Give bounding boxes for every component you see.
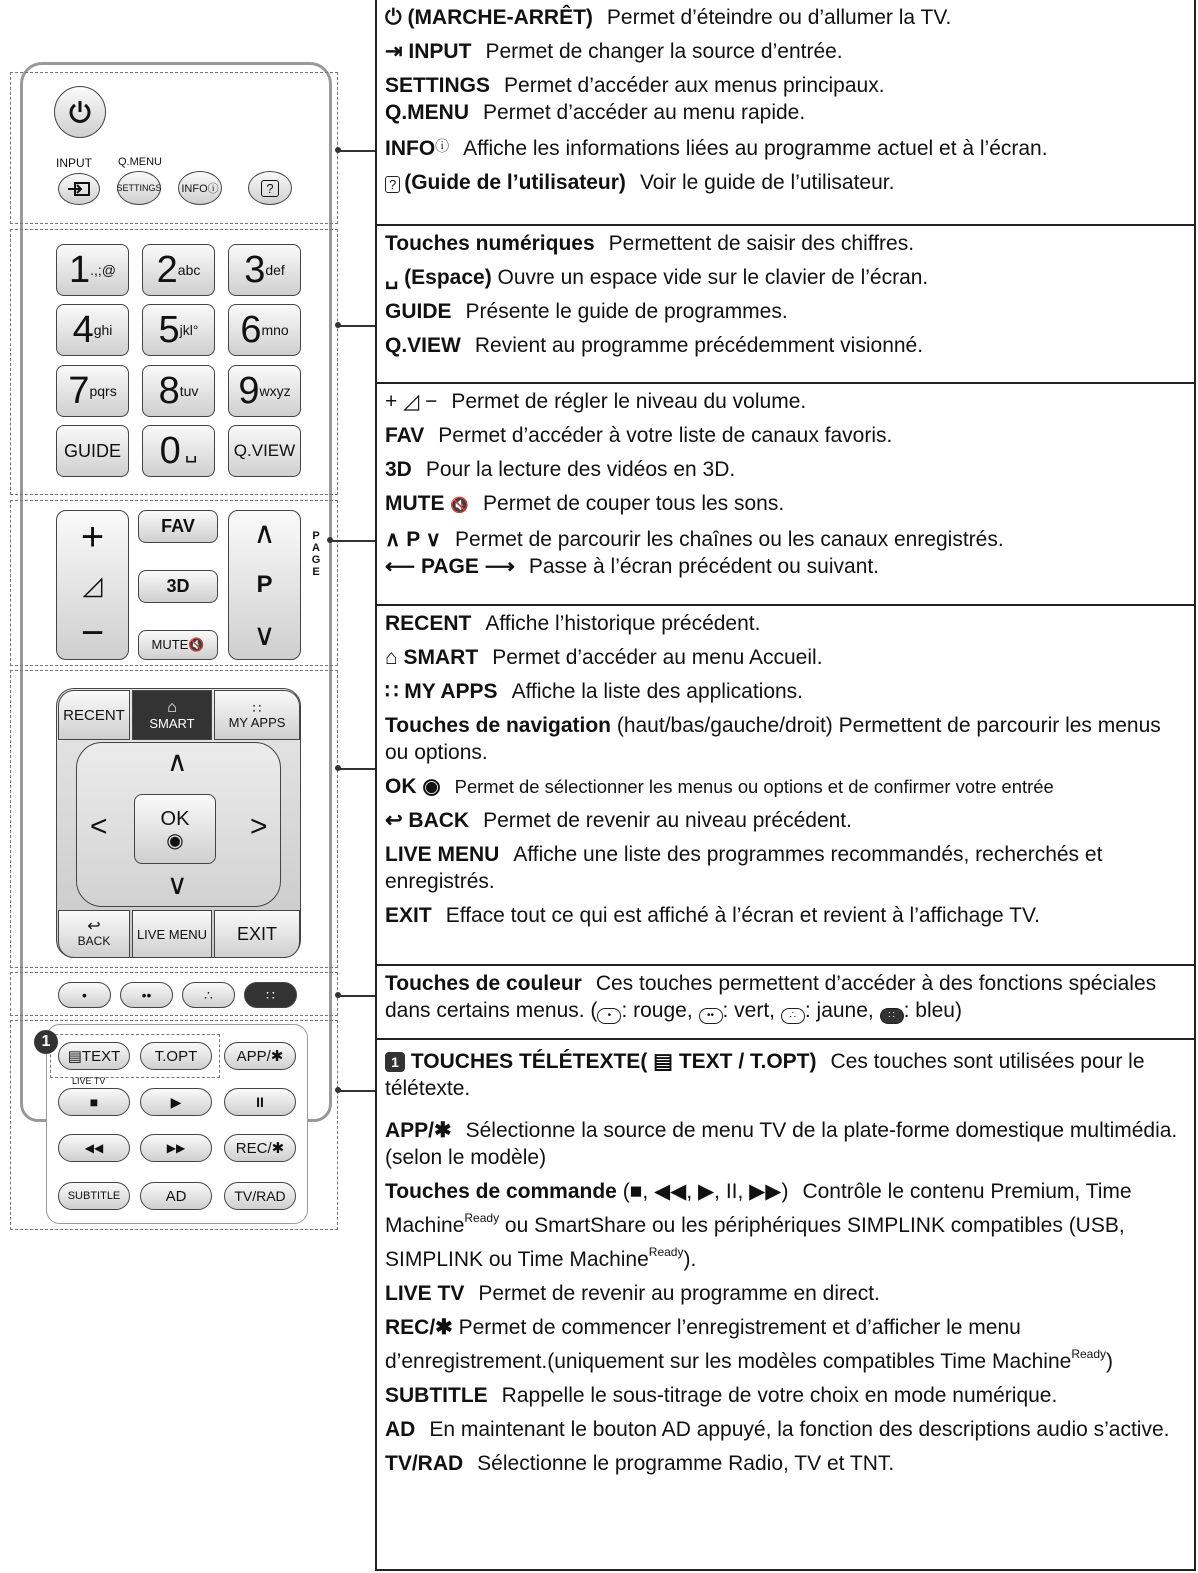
my-apps-button-label: MY APPS [228, 714, 286, 730]
info-icon: ⓘ [435, 138, 450, 154]
desc-power-text: Permet d’éteindre ou d’allumer la TV. [606, 6, 952, 29]
desc-page-key: ⟵ PAGE ⟶ [385, 555, 515, 578]
stop-button[interactable] [58, 1088, 130, 1116]
user-guide-button[interactable] [248, 171, 292, 205]
desc-green: : vert, [722, 999, 781, 1022]
my-apps-button[interactable] [214, 690, 300, 740]
leader-1 [338, 150, 376, 152]
desc-3d-key: 3D [385, 458, 412, 481]
qview-button-label: Q.VIEW [233, 441, 296, 460]
channel-up-icon: ∧ [253, 517, 276, 550]
desc-app-text: Sélectionne la source de menu TV de la plate-forme domestique multimédia. (selon le modèle) [385, 1119, 1178, 1169]
nav-right-arrow[interactable]: > [250, 810, 268, 843]
desc-rec-text-b: ) [1106, 1350, 1114, 1373]
desc-teletext-key: TOUCHES TÉLÉTEXTE( ▤ TEXT / T.OPT) [410, 1050, 817, 1073]
desc-guide [385, 294, 1194, 328]
desc-input [385, 34, 1194, 68]
desc-red: : rouge, [621, 999, 699, 1022]
desc-cmd-text-c: ). [683, 1248, 697, 1271]
desc-recent-text: Affiche l’historique précédent. [485, 612, 761, 635]
leader-3 [330, 540, 376, 542]
leader-dot-1 [335, 147, 341, 153]
number-key-5[interactable] [142, 304, 215, 356]
desc-nav-key: Touches de navigation [385, 714, 611, 737]
desc-space-text: Ouvre un espace vide sur le clavier de l’écran. [497, 266, 929, 289]
leader-4 [338, 768, 376, 770]
desc-ad-key: AD [385, 1418, 416, 1441]
leader-dot-6 [335, 1087, 341, 1093]
teletext-badge: 1 [34, 1030, 58, 1054]
pause-button[interactable] [224, 1088, 296, 1116]
desc-color-keys [385, 966, 1190, 1027]
desc-ad-text: En maintenant le bouton AD appuyé, la fonction des descriptions audio s’active. [429, 1418, 1170, 1441]
recent-button[interactable] [58, 690, 130, 740]
desc-info [385, 129, 1194, 165]
desc-subtitle-key: SUBTITLE [385, 1384, 488, 1407]
volume-rocker[interactable] [56, 510, 129, 660]
channel-down-icon: ∨ [253, 619, 276, 652]
number-key-letters: abc [177, 262, 201, 278]
power-icon [67, 99, 93, 125]
rec-button[interactable] [224, 1134, 296, 1162]
rec-button-label: REC/✱ [235, 1140, 285, 1157]
teletext-badge-icon: 1 [385, 1052, 405, 1072]
desc-power-key: ⏻ (MARCHE-ARRÊT) [385, 6, 593, 29]
desc-qmenu [385, 99, 1194, 129]
app-button-label: APP/✱ [236, 1048, 284, 1065]
desc-fav-key: FAV [385, 424, 425, 447]
number-key-letters: mno [261, 322, 289, 338]
desc-3d [385, 452, 1194, 486]
desc-qview [385, 328, 1194, 362]
desc-input-text: Permet de changer la source d’entrée. [485, 40, 843, 63]
desc-yellow: : jaune, [804, 999, 880, 1022]
live-menu-button[interactable] [132, 910, 212, 958]
desc-commands [385, 1174, 1185, 1276]
nav-up-arrow[interactable]: ∧ [167, 746, 188, 777]
ok-button[interactable] [134, 794, 216, 864]
power-button[interactable] [54, 86, 106, 138]
desc-back-text: Permet de revenir au niveau précédent. [483, 809, 852, 832]
desc-page [385, 553, 1194, 583]
desc-power [385, 0, 1194, 34]
leader-6 [338, 1090, 376, 1092]
subtitle-button-label: SUBTITLE [67, 1190, 121, 1202]
3d-button-label: 3D [166, 576, 190, 596]
desc-space [385, 260, 1194, 294]
desc-number-keys [385, 226, 1194, 260]
desc-nav-text: (haut/bas/gauche/droit) Permettent de parcourir les menus ou options. [385, 714, 1161, 764]
mute-icon: 🔇 [450, 497, 470, 514]
desc-rec-ready: Ready [1071, 1347, 1107, 1361]
desc-3d-text: Pour la lecture des vidéos en 3D. [425, 458, 736, 481]
desc-cmd-ready-1: Ready [464, 1211, 500, 1225]
input-button[interactable] [58, 173, 100, 205]
number-key-letters: wxyz [259, 383, 291, 399]
desc-rec-text-a: Permet de commencer l’enregistrement et d’afficher le menu d’enregistrement.(uniquement sur les modèles compatibles Time Machine [385, 1316, 1072, 1373]
volume-up-icon: + [80, 515, 105, 559]
topt-button[interactable] [140, 1042, 212, 1070]
3d-button[interactable] [138, 570, 218, 603]
number-key-3[interactable] [228, 244, 301, 296]
guide-button-label: GUIDE [63, 440, 121, 461]
volume-down-icon: − [80, 611, 105, 655]
desc-user-guide [385, 165, 1194, 201]
tv-rad-button-label: TV/RAD [234, 1188, 286, 1204]
nav-down-arrow[interactable]: ∨ [167, 869, 188, 900]
desc-volume-text: Permet de régler le niveau du volume. [451, 390, 807, 413]
desc-myapps [385, 674, 1194, 708]
desc-mute-key: MUTE [385, 492, 445, 515]
desc-subtitle [385, 1378, 1194, 1412]
play-icon: ▶ [170, 1093, 182, 1110]
number-key-6[interactable] [228, 304, 301, 356]
fav-button[interactable] [138, 510, 218, 543]
subtitle-button[interactable] [58, 1182, 130, 1210]
ok-button-label: OK [160, 807, 190, 830]
desc-settings-key: SETTINGS [385, 74, 491, 97]
desc-ok-key: OK ◉ [385, 775, 441, 798]
desc-info-key: INFO [385, 137, 436, 160]
desc-volume-key: + ◿ − [385, 390, 438, 413]
section-navigation [377, 606, 1194, 966]
settings-button-label: SETTINGS [116, 183, 162, 193]
number-key-letters: tuv [179, 383, 199, 399]
number-key-digit: 7 [68, 370, 90, 412]
desc-livemenu-key: LIVE MENU [385, 843, 500, 866]
info-button-label: INFOⓘ [181, 183, 219, 195]
desc-channel-text: Permet de parcourir les chaînes ou les canaux enregistrés. [455, 528, 1004, 551]
desc-recent [385, 606, 1194, 640]
leader-dot-4 [335, 765, 341, 771]
desc-myapps-key: ∷ MY APPS [385, 680, 498, 703]
desc-fav-text: Permet d’accéder à votre liste de canaux favoris. [438, 424, 893, 447]
rewind-icon: ◀◀ [84, 1141, 104, 1155]
desc-myapps-text: Affiche la liste des applications. [511, 680, 804, 703]
desc-smart-text: Permet d’accéder au menu Accueil. [492, 646, 823, 669]
leader-2 [338, 325, 376, 327]
leader-5 [338, 995, 376, 997]
input-caption: INPUT [56, 156, 92, 170]
space-icon: ␣ [184, 440, 198, 463]
desc-teletext [385, 1044, 1185, 1105]
number-key-1[interactable] [56, 244, 129, 296]
desc-guide-prog-key: GUIDE [385, 300, 452, 323]
number-key-letters: pqrs [89, 383, 117, 399]
ad-button[interactable] [140, 1182, 212, 1210]
desc-mute [385, 486, 1194, 522]
info-button[interactable] [178, 171, 222, 205]
desc-mute-text: Permet de couper tous les sons. [483, 492, 785, 515]
input-icon [67, 181, 91, 197]
number-key-4[interactable] [56, 304, 129, 356]
desc-cmd-text-a: Contrôle le contenu Premium, Time Machine [385, 1180, 1132, 1237]
desc-navigation [385, 708, 1175, 769]
recent-button-label: RECENT [63, 706, 125, 724]
desc-ad [385, 1412, 1175, 1446]
app-button[interactable] [224, 1042, 296, 1070]
leader-dot-3 [327, 537, 333, 543]
tv-rad-button[interactable] [224, 1182, 296, 1210]
live-tv-caption: LIVE TV [72, 1076, 106, 1086]
desc-app [385, 1105, 1185, 1174]
back-button[interactable] [58, 910, 130, 958]
number-key-0[interactable] [142, 425, 215, 477]
section-number-keys [377, 226, 1194, 384]
section-color-keys [377, 966, 1194, 1040]
desc-tv-rad [385, 1446, 1194, 1480]
desc-settings-text: Permet d’accéder aux menus principaux. [504, 74, 885, 97]
desc-color-text: Ces touches permettent d’accéder à des fonctions spéciales dans certains menus. ( [385, 972, 1157, 1022]
desc-exit-key: EXIT [385, 904, 432, 927]
yellow-chip-icon: ∴ [781, 1008, 805, 1024]
back-icon: ↩ [87, 918, 101, 935]
number-key-digit: 1 [68, 249, 91, 291]
desc-guide-text: Voir le guide de l’utilisateur. [639, 171, 895, 194]
green-key-label: •• [141, 987, 152, 1003]
red-chip-icon: • [597, 1008, 621, 1024]
mute-button[interactable] [138, 630, 218, 660]
number-key-2[interactable] [142, 244, 215, 296]
qmenu-caption: Q.MENU [118, 156, 162, 168]
desc-back-key: ↩ BACK [385, 809, 470, 832]
smart-button-label: SMART [149, 715, 195, 731]
desc-num-text: Permettent de saisir des chiffres. [608, 232, 915, 255]
desc-livetv-text: Permet de revenir au programme en direct. [478, 1282, 880, 1305]
red-key[interactable] [58, 982, 111, 1008]
desc-settings [385, 68, 1194, 99]
yellow-key[interactable] [182, 982, 235, 1008]
desc-tvrad-text: Sélectionne le programme Radio, TV et TNT. [477, 1452, 895, 1475]
leader-dot-2 [335, 322, 341, 328]
green-chip-icon: •• [699, 1008, 723, 1024]
desc-blue: : bleu) [903, 999, 962, 1022]
desc-cmd-symbols: (■, ◀◀, ▶, II, ▶▶) [622, 1180, 789, 1203]
qview-button[interactable] [228, 425, 301, 477]
desc-smart [385, 640, 1194, 674]
desc-teletext-text: Ces touches sont utilisées pour le télétexte. [385, 1050, 1145, 1100]
blue-key[interactable] [244, 982, 297, 1008]
desc-channel [385, 522, 1194, 553]
number-key-digit: 2 [156, 249, 178, 291]
home-icon: ⌂ [167, 698, 177, 716]
green-key[interactable] [120, 982, 173, 1008]
description-panel [375, 0, 1196, 1571]
smart-button[interactable] [132, 690, 212, 740]
desc-volume [385, 384, 1194, 418]
apps-grid-icon: ∷ [252, 699, 262, 716]
desc-subtitle-text: Rappelle le sous-titrage de votre choix en mode numérique. [501, 1384, 1058, 1407]
desc-back [385, 803, 1194, 837]
desc-tvrad-key: TV/RAD [385, 1452, 464, 1475]
desc-guide-prog-text: Présente le guide de programmes. [465, 300, 788, 323]
number-key-letters: def [265, 262, 285, 278]
channel-p-label: P [256, 571, 273, 598]
fast-forward-button[interactable] [140, 1134, 212, 1162]
desc-livemenu-text: Affiche une liste des programmes recommandés, recherchés et enregistrés. [385, 843, 1103, 893]
desc-guide-key: (Guide de l’utilisateur) [404, 171, 626, 194]
text-button-label: ▤TEXT [67, 1048, 121, 1065]
back-button-label: BACK [77, 934, 111, 948]
section-power-input [377, 0, 1194, 226]
mute-button-label: MUTE🔇 [151, 637, 205, 652]
ok-icon: ◉ [166, 829, 184, 852]
number-key-digit: 8 [158, 370, 180, 412]
desc-fav [385, 418, 1194, 452]
exit-button-label: EXIT [236, 923, 277, 944]
user-guide-icon: ? [261, 180, 278, 197]
number-key-letters: .,;@ [90, 262, 117, 278]
play-button[interactable] [140, 1088, 212, 1116]
section-volume-channel [377, 384, 1194, 606]
desc-smart-key: ⌂ SMART [385, 646, 479, 669]
desc-cmd-text-b: ou SmartShare ou les périphériques SIMPLINK compatibles (USB, SIMPLINK ou Time Machine [385, 1214, 1125, 1271]
user-guide-icon: ? [385, 176, 400, 193]
desc-qmenu-key: Q.MENU [385, 101, 469, 124]
settings-button[interactable] [117, 171, 161, 205]
red-key-label: • [82, 987, 87, 1003]
topt-button-label: T.OPT [154, 1047, 198, 1065]
desc-livetv-key: LIVE TV [385, 1282, 465, 1305]
desc-app-key: APP/✱ [385, 1119, 452, 1142]
blue-chip-icon: ∷ [880, 1008, 904, 1024]
desc-ok [385, 769, 1194, 803]
desc-qview-key: Q.VIEW [385, 334, 461, 357]
desc-channel-key: ∧ P ∨ [385, 528, 442, 551]
desc-cmd-ready-2: Ready [648, 1245, 684, 1259]
desc-qview-text: Revient au programme précédemment visionné. [474, 334, 924, 357]
number-key-letters: ghi [93, 322, 113, 338]
number-key-digit: 5 [158, 309, 180, 351]
desc-cmd-key: Touches de commande [385, 1180, 617, 1203]
channel-rocker[interactable] [228, 510, 301, 660]
desc-input-key: ⇥ INPUT [385, 40, 472, 63]
live-menu-button-label: LIVE MENU [136, 926, 208, 942]
desc-exit-text: Efface tout ce qui est affiché à l’écran et revient à l’affichage TV. [445, 904, 1040, 927]
number-key-9[interactable] [228, 365, 301, 417]
desc-rec [385, 1310, 1175, 1378]
pause-icon: II [256, 1094, 264, 1110]
number-key-digit: 9 [238, 370, 260, 412]
ad-button-label: AD [165, 1187, 187, 1205]
desc-space-key: ␣ (Espace) [385, 266, 492, 289]
page-label: PAGE [311, 530, 321, 578]
fav-button-label: FAV [161, 516, 195, 536]
number-key-8[interactable] [142, 365, 215, 417]
desc-live-menu [385, 837, 1105, 898]
desc-rec-key: REC/✱ [385, 1316, 453, 1339]
number-key-digit: 3 [244, 249, 266, 291]
fast-forward-icon: ▶▶ [166, 1141, 186, 1155]
section-playback [377, 1040, 1194, 1569]
desc-info-text: Affiche les informations liées au programme actuel et à l’écran. [463, 137, 1048, 160]
yellow-key-label: ∴ [204, 986, 213, 1003]
desc-ok-text: Permet de sélectionner les menus ou options et de confirmer votre entrée [454, 776, 1054, 797]
stop-icon: ■ [89, 1094, 99, 1110]
exit-button[interactable] [214, 910, 300, 958]
number-key-digit: 6 [240, 309, 262, 351]
number-key-7[interactable] [56, 365, 129, 417]
desc-live-tv [385, 1276, 1194, 1310]
desc-page-text: Passe à l’écran précédent ou suivant. [528, 555, 880, 578]
desc-num-key: Touches numériques [385, 232, 595, 255]
number-key-letters: jkl° [179, 322, 199, 338]
number-key-0-digit: 0 [159, 430, 181, 472]
desc-color-key: Touches de couleur [385, 972, 582, 995]
nav-left-arrow[interactable]: < [90, 810, 108, 843]
rewind-button[interactable] [58, 1134, 130, 1162]
leader-dot-5 [335, 992, 341, 998]
number-key-digit: 4 [72, 309, 94, 351]
volume-icon: ◿ [82, 570, 103, 600]
guide-button[interactable] [56, 425, 129, 477]
blue-key-label: ∷ [266, 986, 275, 1003]
text-button[interactable] [58, 1042, 130, 1070]
desc-exit [385, 898, 1194, 932]
desc-recent-key: RECENT [385, 612, 472, 635]
desc-qmenu-text: Permet d’accéder au menu rapide. [483, 101, 806, 124]
